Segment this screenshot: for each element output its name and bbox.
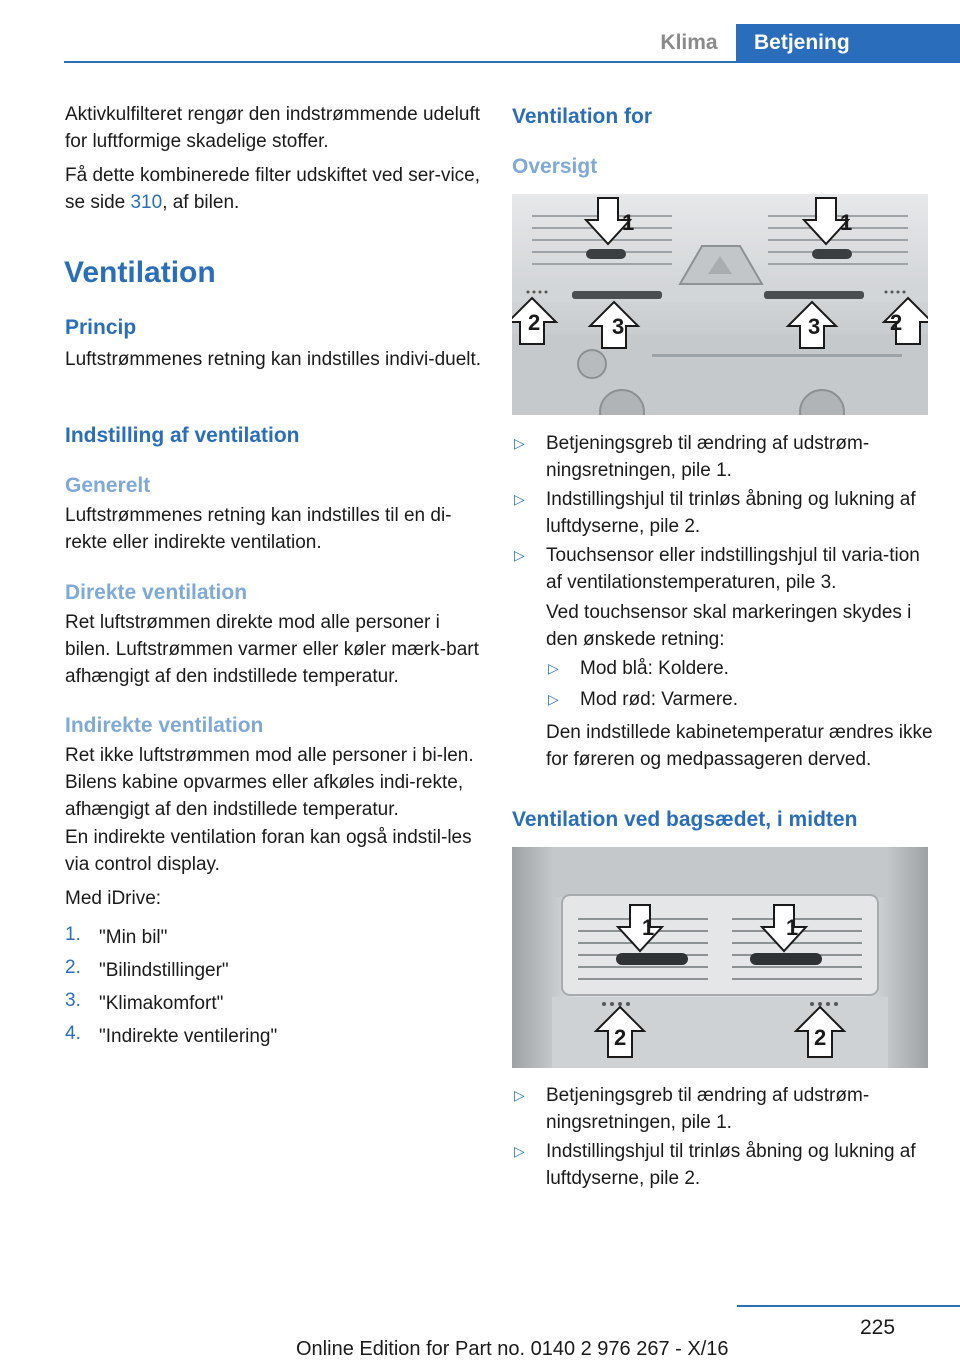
generelt-text: Luftstrømmenes retning kan indstilles til en di-rekte eller indirekte ventilation. (65, 505, 452, 553)
intro-paragraph-2 (65, 162, 485, 216)
heading-bagsaede: Ventilation ved bagsædet, i midten (512, 808, 858, 831)
step-text: "Bilindstillinger" (99, 960, 229, 981)
idrive-label: Med iDrive: (65, 888, 162, 909)
heading-indirekte: Indirekte ventilation (65, 714, 264, 737)
intro-paragraph-2-end: , af bilen. (162, 192, 240, 213)
header-tab-betjening[interactable]: Betjening (736, 24, 960, 62)
header-tab-klima[interactable]: Klima (660, 31, 718, 54)
step-text: "Klimakomfort" (99, 993, 224, 1014)
footer-edition: Online Edition for Part no. 0140 2 976 267 - X/16 (296, 1338, 729, 1360)
intro-paragraph-1: Aktivkulfilteret rengør den indstrømmende udeluft for luftformige skadelige stoffer. (65, 104, 481, 152)
arrow-label-3-right: 3 (808, 314, 821, 339)
step-number: 2. (65, 957, 81, 978)
front-item-text: Betjeningsgreb til ændring af udstrøm-ningsretningen, pile 1. (546, 433, 870, 481)
triangle-bullet-icon: ▷ (514, 491, 525, 507)
footer-rule (737, 1305, 960, 1307)
arrow-label-1-right: 1 (786, 915, 799, 940)
rear-vents-illustration (512, 847, 928, 1068)
front-vents-figure (512, 194, 928, 415)
arrow-label-2-left: 2 (614, 1025, 627, 1050)
intro-paragraph-2-text: Få dette kombinerede filter udskiftet ved ser-vice, se side (65, 165, 481, 213)
step-number: 1. (65, 924, 81, 945)
arrow-label-3-left: 3 (612, 314, 625, 339)
heading-princip: Princip (65, 316, 137, 339)
touch-outro: Den indstillede kabinetemperatur ændres ikke for føreren og medpassageren derved. (546, 722, 933, 770)
triangle-bullet-icon: ▷ (514, 1087, 525, 1103)
arrow-label-1-left: 1 (622, 210, 635, 235)
step-text: "Indirekte ventilering" (99, 1026, 278, 1047)
page-number: 225 (860, 1316, 896, 1339)
page-link-310[interactable]: 310 (130, 192, 163, 213)
rear-item-text: Betjeningsgreb til ændring af udstrøm-ningsretningen, pile 1. (546, 1085, 870, 1133)
princip-text: Luftstrømmenes retning kan indstilles indivi-duelt. (65, 349, 482, 370)
arrow-label-2-right: 2 (814, 1025, 827, 1050)
indirekte-text-2: En indirekte ventilation foran kan også indstil-les via control display. (65, 827, 472, 875)
front-vents-illustration (512, 194, 928, 415)
triangle-bullet-icon: ▷ (514, 435, 525, 451)
step-text: "Min bil" (99, 927, 168, 948)
triangle-bullet-icon: ▷ (548, 691, 559, 707)
step-number: 4. (65, 1023, 81, 1044)
indirekte-text: Ret ikke luftstrømmen mod alle personer i bi-len. Bilens kabine opvarmes eller afkøles indi-rekte, afhængigt af den indstillede temperatur. (65, 745, 474, 820)
triangle-bullet-icon: ▷ (548, 660, 559, 676)
arrow-label-2-right: 2 (890, 310, 903, 335)
heading-oversigt: Oversigt (512, 155, 598, 178)
triangle-bullet-icon: ▷ (514, 547, 525, 563)
rear-item-text: Indstillingshjul til trinløs åbning og lukning af luftdyserne, pile 2. (546, 1141, 916, 1189)
heading-indstilling: Indstilling af ventilation (65, 424, 300, 447)
rear-vents-figure (512, 847, 928, 1068)
step-number: 3. (65, 990, 81, 1011)
header-rule (64, 61, 960, 63)
heading-generelt: Generelt (65, 474, 151, 497)
touch-sub-text: Mod blå: Koldere. (580, 658, 729, 679)
heading-direkte: Direkte ventilation (65, 581, 248, 604)
front-item-text: Touchsensor eller indstillingshjul til varia-tion af ventilationstemperaturen, pile 3. (546, 545, 920, 593)
heading-ventilation: Ventilation (64, 256, 216, 289)
touch-sub-text: Mod rød: Varmere. (580, 689, 739, 710)
direkte-text: Ret luftstrømmen direkte mod alle personer i bilen. Luftstrømmen varmer eller køler mærk-bart afhængigt af den indstillede temperatur. (65, 612, 479, 687)
triangle-bullet-icon: ▷ (514, 1143, 525, 1159)
arrow-label-1-right: 1 (840, 210, 853, 235)
arrow-label-1-left: 1 (642, 915, 655, 940)
heading-ventilation-for: Ventilation for (512, 105, 653, 128)
touch-intro: Ved touchsensor skal markeringen skydes i den ønskede retning: (546, 602, 912, 650)
arrow-label-2-left: 2 (528, 310, 541, 335)
front-item-text: Indstillingshjul til trinløs åbning og lukning af luftdyserne, pile 2. (546, 489, 916, 537)
